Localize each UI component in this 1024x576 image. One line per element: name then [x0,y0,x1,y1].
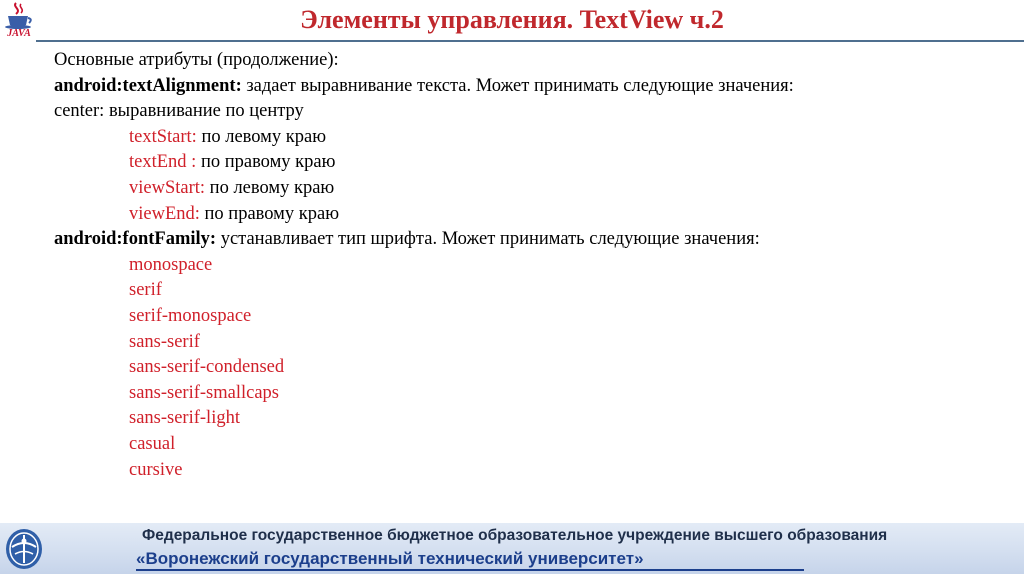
footer-university-name: «Воронежский государственный технический университет» [136,549,644,568]
text-alignment-attribute: android:textAlignment: [54,75,242,96]
footer-underline [136,569,804,571]
font-family-description: устанавливает тип шрифта. Может принимать следующие значения: [216,229,760,250]
intro-line: Основные атрибуты (продолжение): [54,50,339,70]
font-family-value: casual [129,433,176,454]
alignment-value-name: textStart: [129,126,197,147]
alignment-value-name: viewEnd: [129,203,200,224]
alignment-value-item [54,150,1014,176]
font-family-value: sans-serif-smallcaps [129,382,280,403]
alignment-value-item [54,125,1014,151]
font-family-value: serif-monospace [129,305,252,326]
java-logo-label: JAVA [7,28,31,39]
font-family-line [54,227,1014,253]
alignment-value-name: viewStart: [129,177,206,198]
slide-content [54,48,1014,483]
alignment-value-desc: по правому краю [196,152,336,173]
font-family-value: sans-serif-light [129,408,240,429]
font-family-value: serif [129,280,162,301]
font-family-value: sans-serif [129,331,200,352]
text-alignment-line [54,74,1014,100]
university-emblem-icon [4,527,44,571]
university-emblem [4,527,44,571]
slide-title: Элементы управления. TextView ч.2 [300,5,724,34]
title-divider [36,40,1024,42]
font-family-value: sans-serif-condensed [129,357,285,378]
text-alignment-description: задает выравнивание текста. Может принимать следующие значения: [241,75,794,96]
alignment-value-desc: по правому краю [199,203,340,224]
font-family-value: monospace [129,254,213,275]
alignment-value-item [54,202,1014,228]
alignment-value-desc: по левому краю [196,126,327,147]
center-value-line: center: выравнивание по центру [54,101,304,122]
alignment-value-name: textEnd : [129,152,197,173]
font-family-attribute: android:fontFamily: [54,229,217,250]
alignment-value-desc: по левому краю [205,177,335,198]
university-footer [0,523,1024,574]
alignment-value-item [54,176,1014,202]
footer-institution-type: Федеральное государственное бюджетное образовательное учреждение высшего образования [142,527,888,544]
font-family-value: cursive [129,459,183,480]
